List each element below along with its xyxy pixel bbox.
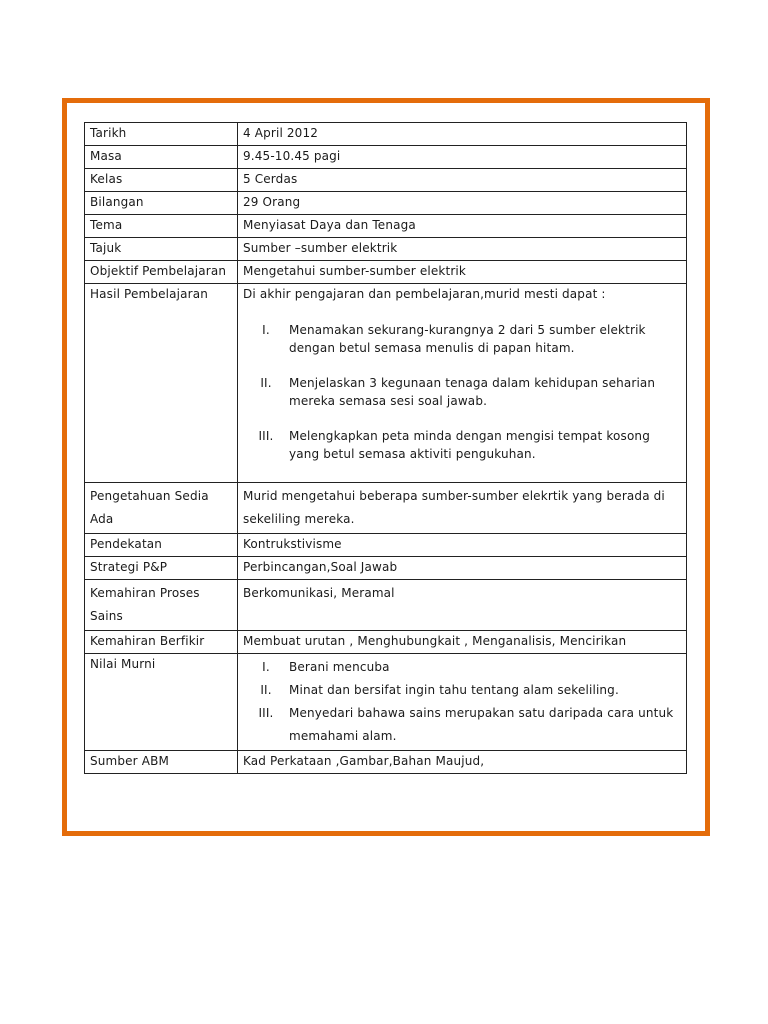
label-masa: Masa [85, 146, 238, 169]
list-item [243, 679, 681, 702]
value-pendekatan: Kontrukstivisme [238, 534, 687, 557]
row-tema [85, 215, 687, 238]
list-number: II. [260, 683, 272, 697]
label-strategi: Strategi P&P [85, 557, 238, 580]
value-pengetahuan: Murid mengetahui beberapa sumber-sumber elekrtik yang berada di sekeliling mereka. [238, 483, 687, 534]
list-text: Menamakan sekurang-kurangnya 2 dari 5 sumber elektrik dengan betul semasa menulis di papan hitam. [289, 322, 646, 355]
label-tarikh: Tarikh [85, 123, 238, 146]
row-objektif [85, 261, 687, 284]
label-pendekatan: Pendekatan [85, 534, 238, 557]
row-sumber [85, 751, 687, 774]
list-text: Berani mencuba [289, 660, 390, 674]
value-objektif: Mengetahui sumber-sumber elektrik [238, 261, 687, 284]
list-text: Menjelaskan 3 kegunaan tenaga dalam kehidupan seharian mereka semasa sesi soal jawab. [289, 375, 656, 408]
value-strategi: Perbincangan,Soal Jawab [238, 557, 687, 580]
row-strategi [85, 557, 687, 580]
row-tajuk [85, 238, 687, 261]
value-berfikir: Membuat urutan , Menghubungkait , Menganalisis, Mencirikan [238, 631, 687, 654]
list-item [243, 427, 681, 463]
value-hasil [238, 284, 687, 483]
value-tajuk: Sumber –sumber elektrik [238, 238, 687, 261]
hasil-list [243, 321, 681, 463]
list-item [243, 374, 681, 410]
label-tajuk: Tajuk [85, 238, 238, 261]
list-text: Melengkapkan peta minda dengan mengisi tempat kosong yang betul semasa aktiviti pengukuhan. [289, 428, 650, 461]
row-pengetahuan [85, 483, 687, 534]
label-kelas: Kelas [85, 169, 238, 192]
value-kelas: 5 Cerdas [238, 169, 687, 192]
row-proses [85, 580, 687, 631]
list-text: Minat dan bersifat ingin tahu tentang alam sekeliling. [289, 683, 619, 697]
lesson-plan-table [84, 122, 687, 774]
row-nilai [85, 654, 687, 751]
list-number: I. [262, 322, 270, 337]
row-berfikir [85, 631, 687, 654]
label-bilangan: Bilangan [85, 192, 238, 215]
label-objektif: Objektif Pembelajaran [85, 261, 238, 284]
nilai-list [243, 656, 681, 748]
row-pendekatan [85, 534, 687, 557]
row-hasil [85, 284, 687, 483]
label-tema: Tema [85, 215, 238, 238]
label-nilai: Nilai Murni [85, 654, 238, 751]
row-bilangan [85, 192, 687, 215]
list-item [243, 321, 681, 357]
list-number: III. [258, 428, 274, 443]
label-berfikir: Kemahiran Berfikir [85, 631, 238, 654]
list-item [243, 656, 681, 679]
row-tarikh [85, 123, 687, 146]
list-number: II. [260, 375, 272, 390]
value-sumber: Kad Perkataan ,Gambar,Bahan Maujud, [238, 751, 687, 774]
label-hasil: Hasil Pembelajaran [85, 284, 238, 483]
label-sumber: Sumber ABM [85, 751, 238, 774]
list-item [243, 702, 681, 748]
row-masa [85, 146, 687, 169]
list-number: I. [262, 660, 270, 674]
list-number: III. [258, 706, 274, 720]
value-nilai [238, 654, 687, 751]
hasil-intro: Di akhir pengajaran dan pembelajaran,murid mesti dapat : [243, 287, 606, 301]
value-tema: Menyiasat Daya dan Tenaga [238, 215, 687, 238]
row-kelas [85, 169, 687, 192]
value-masa: 9.45-10.45 pagi [238, 146, 687, 169]
label-proses: Kemahiran Proses Sains [85, 580, 238, 631]
value-tarikh: 4 April 2012 [238, 123, 687, 146]
value-bilangan: 29 Orang [238, 192, 687, 215]
value-proses: Berkomunikasi, Meramal [238, 580, 687, 631]
label-pengetahuan: Pengetahuan Sedia Ada [85, 483, 238, 534]
list-text: Menyedari bahawa sains merupakan satu daripada cara untuk memahami alam. [289, 706, 674, 743]
